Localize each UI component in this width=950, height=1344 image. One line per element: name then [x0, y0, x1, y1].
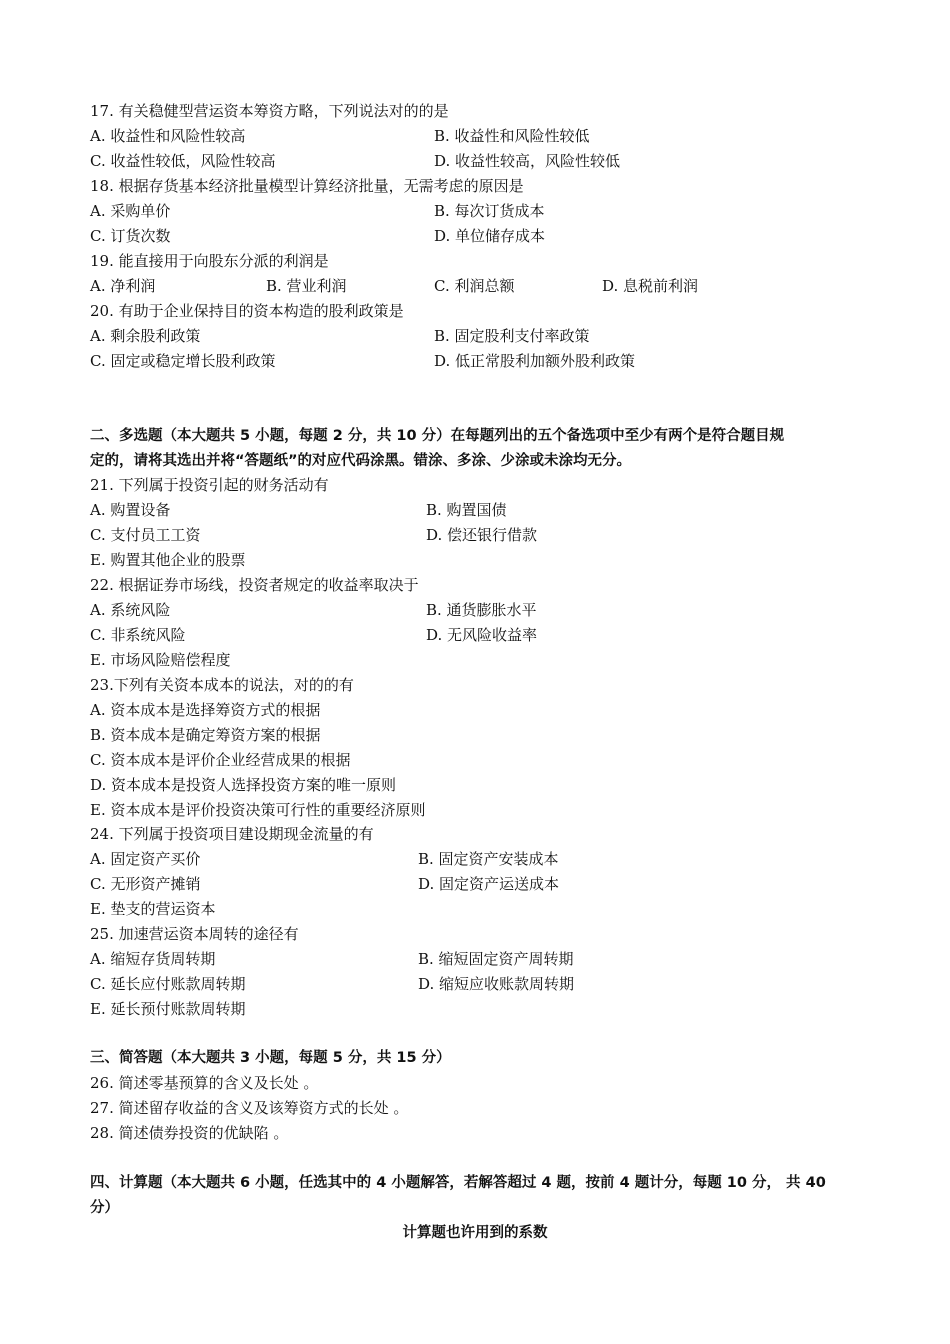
q24-option-c: C. 无形资产摊销 [90, 875, 201, 893]
q23-option-d: D. 资本成本是投资人选择投资方案的唯一原则 [90, 776, 397, 794]
q23-option-a: A. 资本成本是选择筹资方式的根据 [90, 701, 321, 719]
q17-option-c: C. 收益性较低，风险性较高 [90, 152, 276, 170]
q20-option-a: A. 剩余股利政策 [90, 327, 201, 345]
q21-stem: 21. 下列属于投资引起的财务活动有 [90, 476, 329, 494]
coefficients-subtitle: 计算题也许用到的系数 [402, 1225, 548, 1241]
q27-text: 27. 简述留存收益的含义及该筹资方式的长处 。 [90, 1099, 409, 1117]
q20-option-b: B. 固定股利支付率政策 [434, 327, 590, 345]
q20-option-c: C. 固定或稳定增长股利政策 [90, 352, 276, 370]
q17-option-a: A. 收益性和风险性较高 [90, 127, 246, 145]
q21-option-c: C. 支付员工工资 [90, 526, 201, 544]
q25-option-a: A. 缩短存货周转期 [90, 950, 216, 968]
q22-option-d: D. 无风险收益率 [426, 626, 538, 644]
q18-option-a: A. 采购单价 [90, 202, 171, 220]
q17-stem: 17. 有关稳健型营运资本筹资方略，下列说法对的的是 [90, 102, 449, 120]
q25-option-d: D. 缩短应收账款周转期 [418, 975, 575, 993]
q18-stem: 18. 根据存货基本经济批量模型计算经济批量，无需考虑的原因是 [90, 177, 524, 195]
section-4-heading: 四、计算题（本大题共 6 小题，任选其中的 4 小题解答，若解答超过 4 题，按前 4 题计分，每题 10 分， 共 40 [90, 1175, 826, 1191]
q21-option-a: A. 购置设备 [90, 501, 171, 519]
q24-option-a: A. 固定资产买价 [90, 850, 201, 868]
q25-option-b: B. 缩短固定资产周转期 [418, 950, 574, 968]
q17-option-d: D. 收益性较高，风险性较低 [434, 152, 621, 170]
q25-option-e: E. 延长预付账款周转期 [90, 1000, 246, 1018]
q24-stem: 24. 下列属于投资项目建设期现金流量的有 [90, 825, 374, 843]
q24-option-e: E. 垫支的营运资本 [90, 900, 216, 918]
q19-option-c: C. 利润总额 [434, 277, 515, 295]
q17-option-b: B. 收益性和风险性较低 [434, 127, 590, 145]
q18-option-d: D. 单位储存成本 [434, 227, 546, 245]
q19-option-a: A. 净利润 [90, 277, 156, 295]
q18-option-c: C. 订货次数 [90, 227, 171, 245]
q25-stem: 25. 加速营运资本周转的途径有 [90, 925, 299, 943]
q25-option-c: C. 延长应付账款周转期 [90, 975, 246, 993]
q24-option-b: B. 固定资产安装成本 [418, 850, 559, 868]
q21-option-d: D. 偿还银行借款 [426, 526, 538, 544]
q22-option-a: A. 系统风险 [90, 601, 171, 619]
q22-stem: 22. 根据证券市场线，投资者规定的收益率取决于 [90, 576, 419, 594]
q18-option-b: B. 每次订货成本 [434, 202, 545, 220]
section-2-heading: 二、多选题（本大题共 5 小题，每题 2 分，共 10 分）在每题列出的五个备选项中至少有两个是符合题目规 [90, 428, 785, 444]
q24-option-d: D. 固定资产运送成本 [418, 875, 560, 893]
q19-option-d: D. 息税前利润 [602, 277, 699, 295]
section-3-heading: 三、简答题（本大题共 3 小题，每题 5 分，共 15 分） [90, 1050, 451, 1066]
q21-option-b: B. 购置国债 [426, 501, 507, 519]
q23-option-e: E. 资本成本是评价投资决策可行性的重要经济原则 [90, 801, 426, 819]
q23-stem: 23.下列有关资本成本的说法，对的的有 [90, 676, 354, 694]
q23-option-c: C. 资本成本是评价企业经营成果的根据 [90, 751, 351, 769]
q19-option-b: B. 营业利润 [266, 277, 347, 295]
q28-text: 28. 简述债券投资的优缺陷 。 [90, 1124, 289, 1142]
section-4-heading-cont: 分） [90, 1200, 119, 1216]
q21-option-e: E. 购置其他企业的股票 [90, 551, 246, 569]
q22-option-e: E. 市场风险赔偿程度 [90, 651, 231, 669]
q22-option-b: B. 通货膨胀水平 [426, 601, 537, 619]
q20-stem: 20. 有助于企业保持目的资本构造的股利政策是 [90, 302, 404, 320]
q26-text: 26. 简述零基预算的含义及长处 。 [90, 1074, 319, 1092]
q19-stem: 19. 能直接用于向股东分派的利润是 [90, 252, 329, 270]
q23-option-b: B. 资本成本是确定筹资方案的根据 [90, 726, 321, 744]
section-2-instructions: 定的，请将其选出并将“答题纸”的对应代码涂黑。错涂、多涂、少涂或未涂均无分。 [90, 453, 632, 469]
q22-option-c: C. 非系统风险 [90, 626, 186, 644]
q20-option-d: D. 低正常股利加额外股利政策 [434, 352, 636, 370]
